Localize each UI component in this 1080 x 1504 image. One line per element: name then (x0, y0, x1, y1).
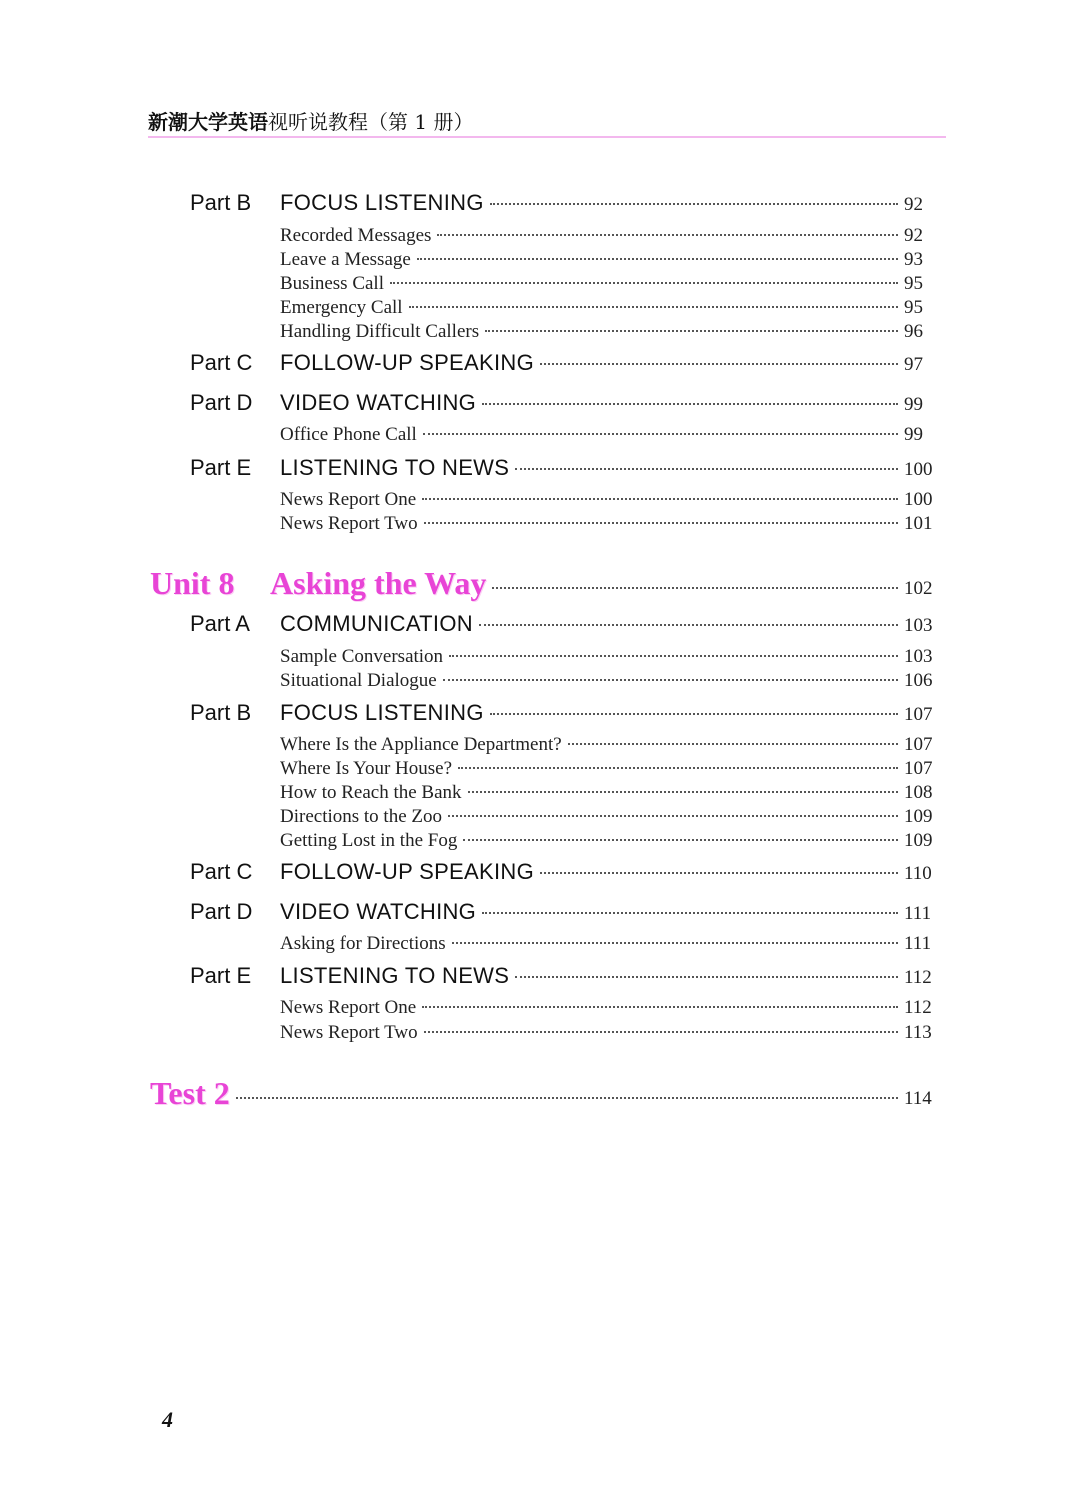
part-title: FOLLOW-UP SPEAKING (280, 350, 534, 375)
toc-entry[interactable] (280, 1022, 940, 1044)
dot-leader (417, 258, 898, 260)
item-title: Office Phone Call (280, 424, 417, 445)
item-title: Directions to the Zoo (280, 806, 442, 827)
dot-leader (443, 679, 898, 681)
dot-leader (463, 839, 898, 841)
page-ref: 103 (904, 646, 933, 667)
dot-leader (479, 624, 898, 626)
toc-entry[interactable] (280, 830, 940, 852)
page-ref: 100 (904, 489, 933, 510)
part-label: Part E (190, 455, 252, 480)
page-ref: 109 (904, 830, 933, 851)
item-title: Recorded Messages (280, 225, 432, 246)
dot-leader (490, 713, 898, 715)
part-label: Part D (190, 899, 253, 924)
item-title: Getting Lost in the Fog (280, 830, 458, 851)
part-label: Part B (190, 190, 252, 215)
part-title: FOCUS LISTENING (280, 700, 484, 725)
part-label: Part D (190, 390, 253, 415)
dot-leader (422, 1006, 898, 1008)
dot-leader (515, 468, 898, 470)
header-title-rest: 视听说教程（第 1 册） (268, 110, 474, 134)
part-title: COMMUNICATION (280, 611, 473, 636)
page-ref: 112 (904, 997, 932, 1018)
page-ref: 112 (904, 967, 932, 988)
dot-leader (568, 743, 898, 745)
toc-entry[interactable] (280, 489, 940, 511)
unit-label: Unit 8 (150, 565, 235, 601)
page-ref: 93 (904, 249, 923, 270)
toc-entry[interactable] (280, 273, 940, 295)
toc-entry[interactable] (280, 670, 940, 692)
dot-leader (485, 330, 898, 332)
page-ref: 96 (904, 321, 923, 342)
toc-entry[interactable] (280, 249, 940, 271)
dot-leader (515, 976, 898, 978)
running-header (148, 106, 946, 138)
item-title: Where Is the Appliance Department? (280, 734, 562, 755)
page-ref: 113 (904, 1022, 932, 1043)
page-ref: 97 (904, 354, 923, 375)
part-label: Part B (190, 700, 252, 725)
toc-part-heading[interactable] (190, 611, 940, 637)
page-ref: 107 (904, 758, 933, 779)
page-ref: 108 (904, 782, 933, 803)
dot-leader (448, 815, 898, 817)
item-title: Situational Dialogue (280, 670, 437, 691)
toc-entry[interactable] (280, 734, 940, 756)
toc-entry[interactable] (280, 758, 940, 780)
part-label: Part C (190, 859, 253, 884)
toc-part-heading[interactable] (190, 350, 940, 376)
item-title: Leave a Message (280, 249, 411, 270)
toc-unit-heading[interactable] (150, 565, 940, 602)
page-ref: 110 (904, 863, 932, 884)
item-title: How to Reach the Bank (280, 782, 462, 803)
page-ref: 92 (904, 225, 923, 246)
page-ref: 111 (904, 933, 932, 954)
part-title: VIDEO WATCHING (280, 390, 477, 415)
toc-part-heading[interactable] (190, 390, 940, 416)
toc-entry[interactable] (280, 646, 940, 668)
part-title: FOCUS LISTENING (280, 190, 484, 215)
dot-leader (424, 522, 898, 524)
toc-entry[interactable] (280, 321, 940, 343)
page-ref: 103 (904, 615, 933, 636)
item-title: News Report Two (280, 1022, 418, 1043)
toc-entry[interactable] (280, 297, 940, 319)
page-ref: 114 (904, 1088, 932, 1109)
page-ref: 95 (904, 297, 923, 318)
item-title: Emergency Call (280, 297, 403, 318)
page-ref: 109 (904, 806, 933, 827)
page-ref: 99 (904, 394, 923, 415)
part-title: FOLLOW-UP SPEAKING (280, 859, 534, 884)
part-label: Part C (190, 350, 253, 375)
toc-entry[interactable] (280, 225, 940, 247)
item-title: Where Is Your House? (280, 758, 453, 779)
item-title: Asking for Directions (280, 933, 446, 954)
toc-entry[interactable] (280, 933, 940, 955)
page-ref: 111 (904, 903, 932, 924)
toc-entry[interactable] (280, 513, 940, 535)
dot-leader (482, 403, 898, 405)
toc-part-heading[interactable] (190, 190, 940, 216)
dot-leader (424, 1031, 898, 1033)
item-title: News Report Two (280, 513, 418, 534)
dot-leader (390, 282, 898, 284)
item-title: News Report One (280, 489, 417, 510)
dot-leader (482, 912, 898, 914)
toc-entry[interactable] (280, 782, 940, 804)
dot-leader (236, 1097, 898, 1099)
test-title: Test 2 (150, 1075, 230, 1111)
toc-part-heading[interactable] (190, 700, 940, 726)
part-label: Part E (190, 963, 252, 988)
page-ref: 99 (904, 424, 923, 445)
dot-leader (452, 942, 898, 944)
page-ref: 106 (904, 670, 933, 691)
page-ref: 102 (904, 578, 933, 599)
part-title: VIDEO WATCHING (280, 899, 477, 924)
dot-leader (449, 655, 898, 657)
dot-leader (540, 872, 898, 874)
dot-leader (422, 498, 898, 500)
dot-leader (490, 203, 898, 205)
dot-leader (423, 433, 898, 435)
dot-leader (458, 767, 898, 769)
toc-entry[interactable] (280, 806, 940, 828)
dot-leader (540, 363, 898, 365)
item-title: Sample Conversation (280, 646, 444, 667)
page-ref: 107 (904, 704, 933, 725)
toc-part-heading[interactable] (190, 455, 940, 481)
item-title: Handling Difficult Callers (280, 321, 480, 342)
part-title: LISTENING TO NEWS (280, 455, 510, 480)
part-label: Part A (190, 611, 250, 636)
item-title: Business Call (280, 273, 384, 294)
toc-test-heading[interactable] (150, 1075, 940, 1112)
toc-entry[interactable] (280, 997, 940, 1019)
page-ref: 107 (904, 734, 933, 755)
unit-title: Asking the Way (270, 565, 487, 601)
part-title: LISTENING TO NEWS (280, 963, 510, 988)
toc-part-heading[interactable] (190, 899, 940, 925)
dot-leader (492, 587, 898, 589)
dot-leader (468, 791, 898, 793)
page-number: 4 (162, 1407, 173, 1432)
toc-part-heading[interactable] (190, 963, 940, 989)
toc-part-heading[interactable] (190, 859, 940, 885)
page-ref: 92 (904, 194, 923, 215)
toc-entry[interactable] (280, 424, 940, 446)
item-title: News Report One (280, 997, 417, 1018)
dot-leader (409, 306, 898, 308)
page-ref: 100 (904, 459, 933, 480)
page-ref: 101 (904, 513, 933, 534)
header-title-bold: 新潮大学英语 (148, 110, 268, 134)
dot-leader (437, 234, 898, 236)
page-ref: 95 (904, 273, 923, 294)
